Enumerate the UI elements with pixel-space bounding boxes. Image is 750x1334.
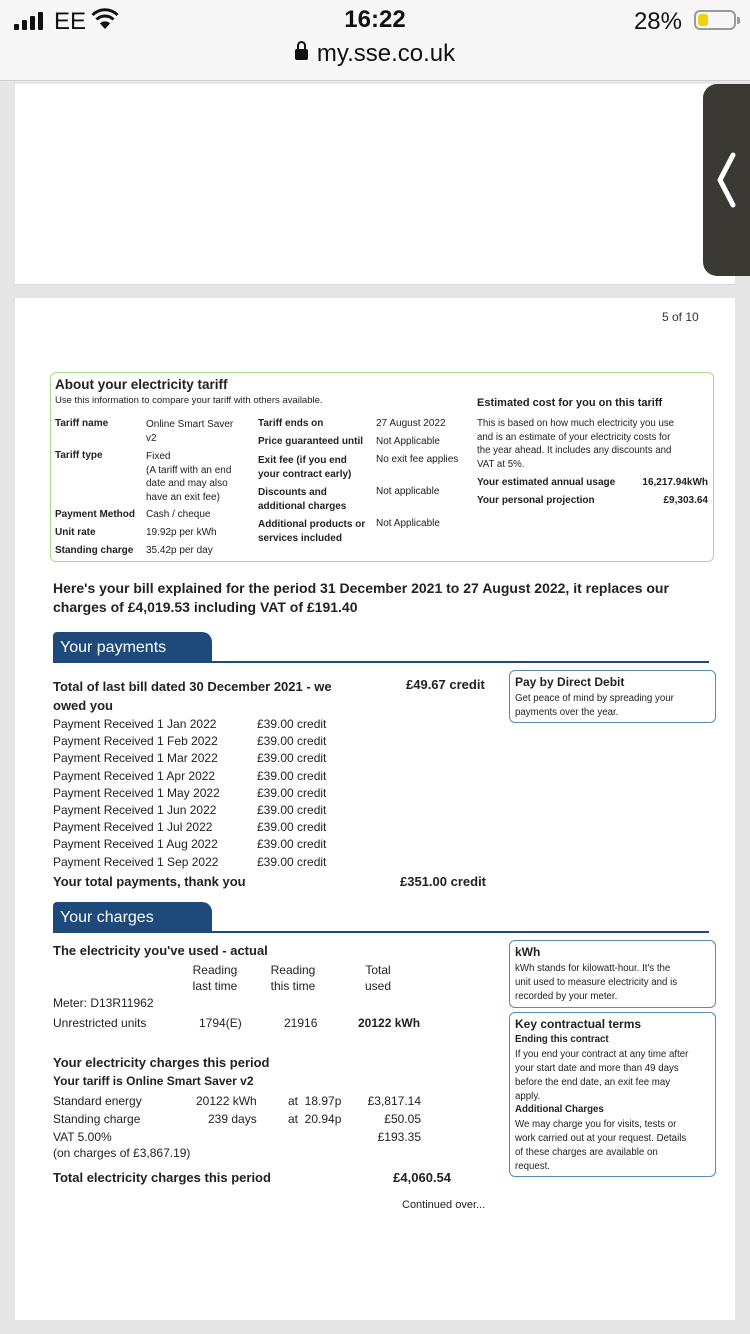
payments-list	[53, 716, 326, 871]
standard-energy-rate: at 18.97p	[288, 1094, 342, 1108]
total-used-value: 20122 kWh	[358, 1016, 421, 1030]
vat-label: VAT 5.00%	[53, 1130, 112, 1144]
exit-fee-value: No exit fee applies	[376, 454, 459, 465]
exit-fee-label: Exit fee (if you end your contract early)	[258, 455, 352, 480]
tariff-type-value: Fixed (A tariff with an end date and may also have an exit fee)	[146, 451, 232, 503]
kwh-text: kWh stands for kilowatt-hour. It's the unit used to measure electricity and is recorded by your meter.	[515, 963, 678, 1002]
pdf-page-previous	[15, 84, 735, 285]
standing-charge-value: 35.42p per day	[146, 545, 213, 556]
tariff-ends-value: 27 August 2022	[376, 418, 446, 429]
tariff-type-label: Tariff type	[55, 450, 103, 461]
tab-your-charges: Your charges	[53, 902, 212, 932]
section-divider	[53, 661, 709, 663]
standing-charge-row-label: Standing charge	[53, 1112, 141, 1126]
standing-charge-rate: at 20.94p	[288, 1112, 342, 1126]
tariff-subtitle: Use this information to compare your tariff with others available.	[55, 395, 323, 406]
pdf-page	[15, 298, 735, 1320]
bill-summary: Here's your bill explained for the period 31 December 2021 to 27 August 2022, it replaces our charges of £4,019.53 including VAT of £191.40	[53, 580, 669, 615]
payment-row: Payment Received 1 Sep 2022 £39.00 credit	[53, 854, 327, 869]
additional-products-value: Not Applicable	[376, 518, 440, 529]
payment-row: Payment Received 1 Mar 2022 £39.00 credit	[53, 751, 327, 766]
total-payments-value: £351.00 credit	[400, 874, 487, 889]
tab-your-payments: Your payments	[53, 632, 212, 662]
contractual-terms-box	[509, 1012, 716, 1177]
battery-icon	[694, 10, 736, 30]
unit-rate-label: Unit rate	[55, 527, 96, 538]
address-bar[interactable]	[0, 40, 750, 68]
payment-row: Payment Received 1 May 2022 £39.00 credit	[53, 785, 327, 800]
price-guaranteed-label: Price guaranteed until	[258, 436, 364, 447]
vat-on-charges: (on charges of £3,867.19)	[53, 1146, 191, 1160]
col-total-used: Total used	[364, 963, 392, 993]
clock: 16:22	[344, 6, 406, 33]
url-text: my.sse.co.uk	[316, 40, 456, 67]
terms-text-additional: We may charge you for visits, tests or work carried out at your request. Details of these charges are available on request.	[515, 1119, 687, 1172]
payment-method-label: Payment Method	[55, 509, 136, 520]
last-bill-label: Total of last bill dated 30 December 2021 - we owed you	[53, 679, 332, 713]
continued-over: Continued over...	[402, 1199, 486, 1211]
tariff-title: About your electricity tariff	[55, 377, 228, 392]
payment-row: Payment Received 1 Jun 2022 £39.00 credit	[53, 803, 327, 818]
projection-label: Your personal projection	[477, 495, 595, 506]
lock-icon	[295, 49, 308, 60]
total-payments-label: Your total payments, thank you	[53, 874, 246, 889]
projection-value: £9,303.64	[663, 495, 708, 506]
standing-charge-amount: £50.05	[384, 1112, 421, 1126]
charges-period-title: Your electricity charges this period	[53, 1055, 270, 1070]
payment-row: Payment Received 1 Feb 2022 £39.00 credit	[53, 734, 327, 749]
battery-level	[698, 14, 708, 26]
annual-usage-label: Your estimated annual usage	[477, 477, 616, 488]
vat-amount: £193.35	[377, 1130, 421, 1144]
discounts-label: Discounts and additional charges	[258, 487, 347, 512]
standard-energy-qty: 20122 kWh	[196, 1094, 257, 1108]
terms-text-ending: If you end your contract at any time after your start date and more than 49 days before the end date, an exit fee may apply.	[515, 1049, 689, 1102]
tariff-line: Your tariff is Online Smart Saver v2	[53, 1074, 254, 1088]
discounts-value: Not applicable	[376, 486, 440, 497]
direct-debit-title: Pay by Direct Debit	[515, 675, 625, 689]
tariff-ends-label: Tariff ends on	[258, 418, 324, 429]
total-charges-label: Total electricity charges this period	[53, 1170, 271, 1185]
col-reading-this: Reading this time	[270, 963, 316, 993]
payment-row: Payment Received 1 Jul 2022 £39.00 credit	[53, 820, 327, 835]
unit-rate-value: 19.92p per kWh	[146, 527, 217, 538]
payment-row: Payment Received 1 Jan 2022 £39.00 credit	[53, 717, 327, 731]
terms-title: Key contractual terms	[515, 1017, 642, 1031]
tariff-name-value: Online Smart Saver v2	[146, 419, 234, 444]
carrier-name: EE	[54, 8, 87, 35]
side-panel-handle[interactable]	[703, 84, 750, 276]
payment-row: Payment Received 1 Aug 2022 £39.00 credit	[53, 837, 327, 852]
electricity-used-title: The electricity you've used - actual	[53, 943, 268, 958]
chevron-left-icon	[715, 152, 737, 208]
estimate-description: This is based on how much electricity you use and is an estimate of your electricity costs for the year ahead. It includes any discounts and VAT at 5%.	[477, 418, 675, 470]
payment-row: Payment Received 1 Apr 2022 £39.00 credit	[53, 768, 327, 783]
kwh-title: kWh	[515, 945, 541, 959]
tariff-name-label: Tariff name	[55, 418, 109, 429]
direct-debit-text: Get peace of mind by spreading your payments over the year.	[515, 693, 674, 718]
additional-products-label: Additional products or services included	[258, 519, 366, 544]
last-bill-value: £49.67 credit	[406, 677, 485, 692]
estimate-title: Estimated cost for you on this tariff	[477, 397, 663, 409]
section-divider	[53, 931, 709, 933]
reading-last-value: 1794(E)	[199, 1016, 242, 1030]
annual-usage-value: 16,217.94kWh	[642, 477, 708, 488]
col-reading-last: Reading last time	[192, 963, 238, 993]
status-bar	[0, 0, 750, 81]
direct-debit-box	[509, 670, 716, 723]
payment-method-value: Cash / cheque	[146, 509, 211, 520]
reading-this-value: 21916	[284, 1016, 318, 1030]
terms-subtitle-ending: Ending this contract	[515, 1034, 609, 1045]
battery-percent: 28%	[633, 8, 682, 35]
standing-charge-qty: 239 days	[208, 1112, 257, 1126]
standard-energy-amount: £3,817.14	[367, 1094, 421, 1108]
meter-number: Meter: D13R11962	[53, 996, 154, 1010]
unrestricted-label: Unrestricted units	[53, 1016, 147, 1030]
standard-energy-label: Standard energy	[53, 1094, 142, 1108]
page-indicator: 5 of 10	[662, 310, 699, 324]
kwh-info-box	[509, 940, 716, 1008]
standing-charge-label: Standing charge	[55, 545, 134, 556]
tariff-info-box	[50, 372, 714, 562]
terms-subtitle-additional: Additional Charges	[515, 1104, 604, 1115]
total-charges-value: £4,060.54	[393, 1170, 451, 1185]
price-guaranteed-value: Not Applicable	[376, 436, 440, 447]
